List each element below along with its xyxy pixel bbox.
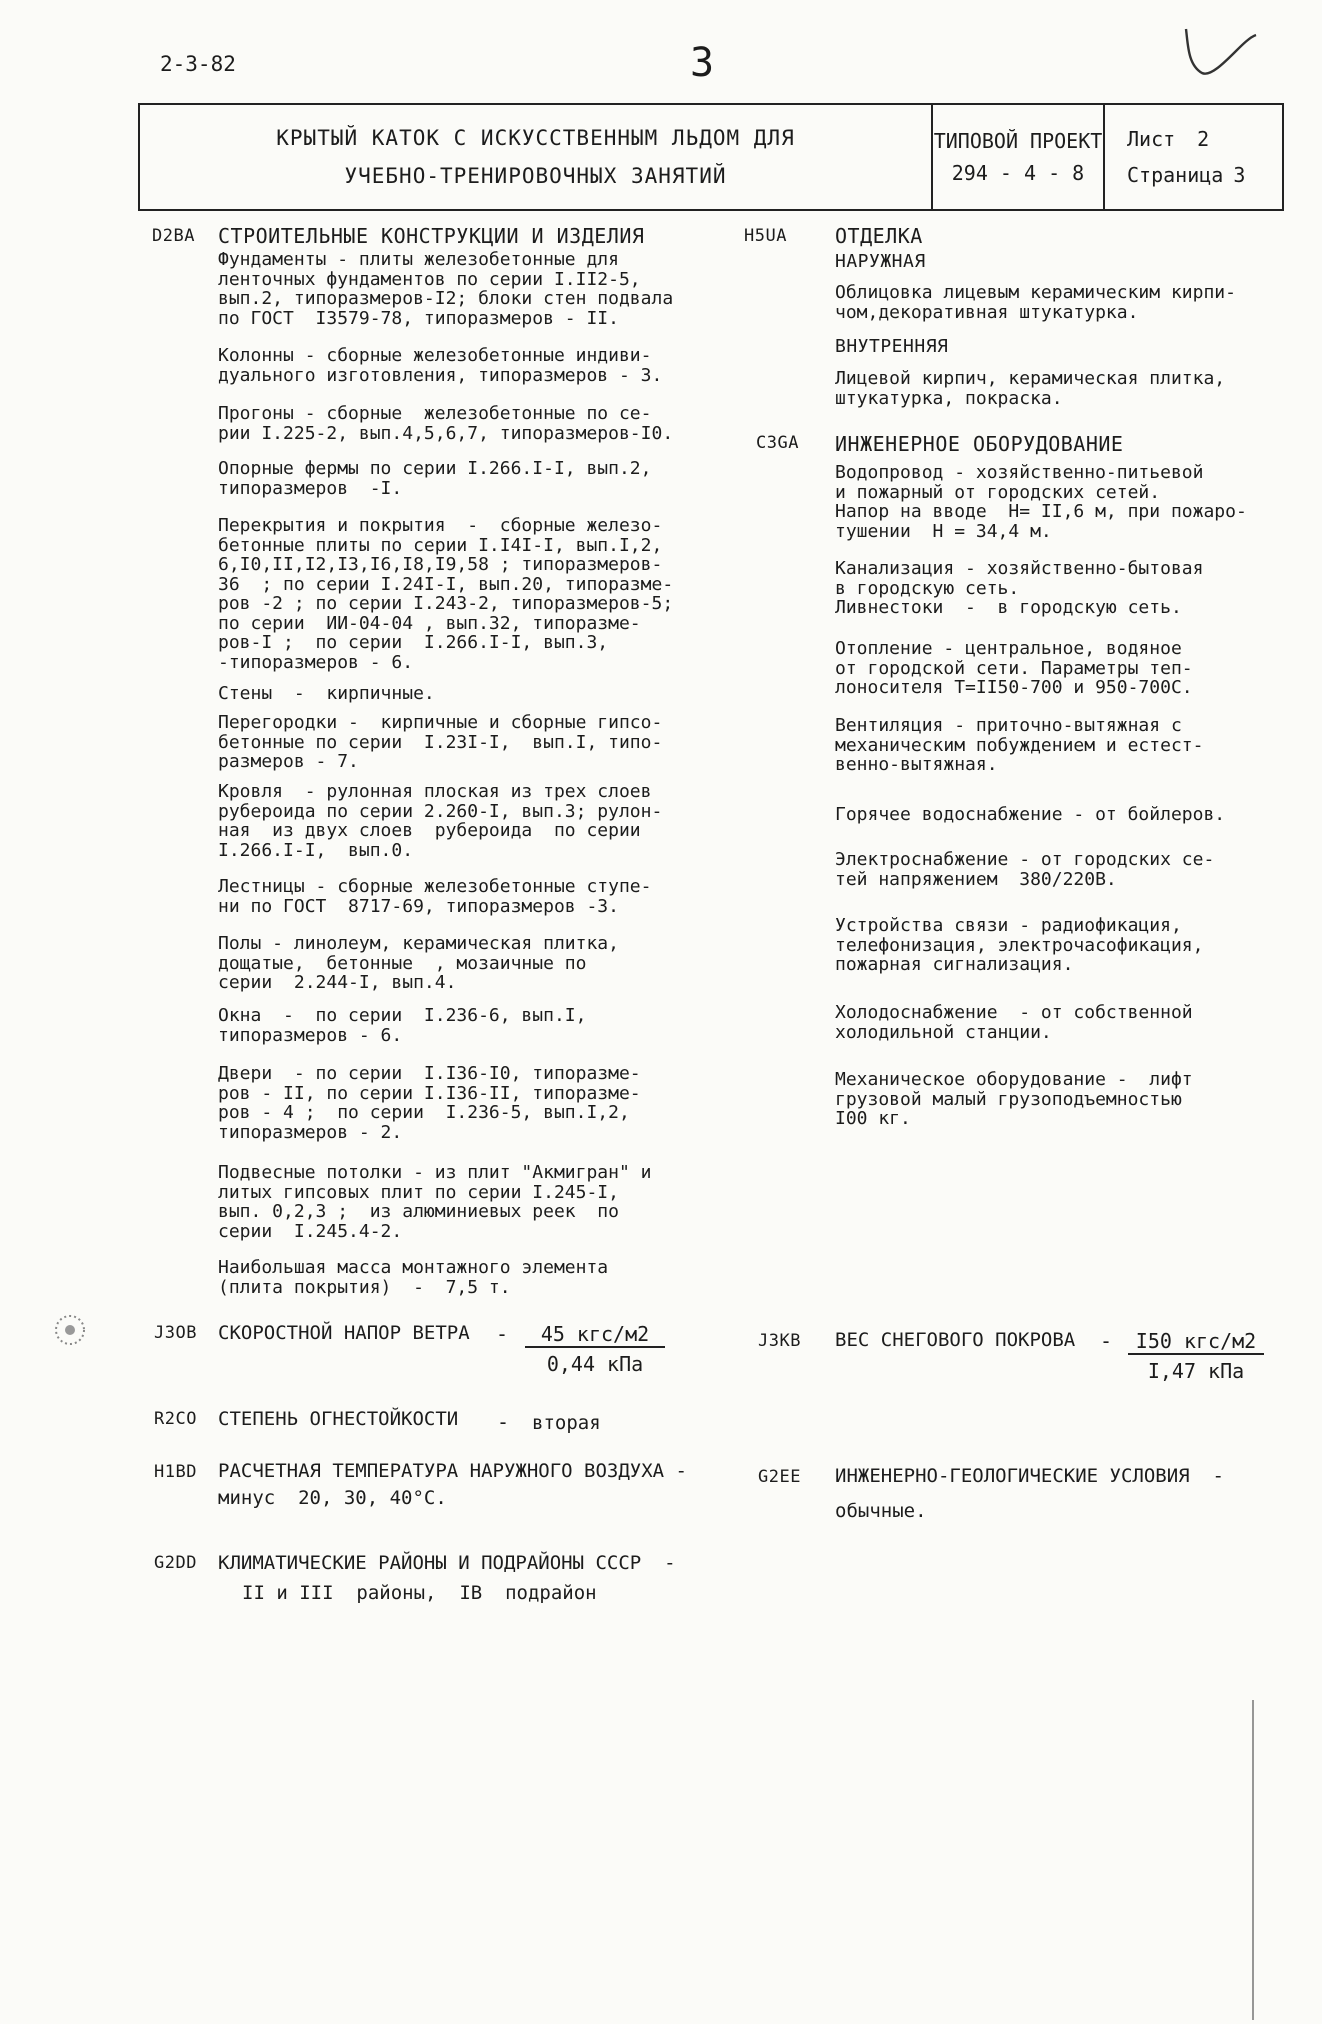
paragraph-windows: Окна - по серии I.236-6, вып.I, типоразмеров - 6. bbox=[218, 1005, 587, 1046]
paragraph-foundations: Фундаменты - плиты железобетонные для ленточных фундаментов по серии I.II2-5, вып.2, типоразмеров-I2; блоки стен подвала по ГОСТ I3579-78, типоразмеров - II. bbox=[218, 249, 674, 329]
scan-edge-line bbox=[1252, 1700, 1254, 2020]
paragraph-ventilation: Вентиляция - приточно-вытяжная с механическим побуждением и естест- венно-вытяжная. bbox=[835, 715, 1204, 775]
snow-dash: - bbox=[1100, 1329, 1113, 1353]
paragraph-water-supply: Водопровод - хозяйственно-питьевой и пожарный от городских сетей. Напор на вводе Н= II,6 м, при пожаро- тушении Н = 34,4 м. bbox=[835, 462, 1247, 542]
wind-value bbox=[525, 1322, 665, 1376]
geology-code: G2EE bbox=[758, 1467, 801, 1487]
climate-value: II и III районы, IВ подрайон bbox=[242, 1582, 597, 1604]
snow-value-kpa: I,47 кПа bbox=[1147, 1359, 1245, 1383]
sheet-value: 2 bbox=[1197, 127, 1210, 151]
geology-value: обычные. bbox=[835, 1500, 927, 1522]
paragraph-mechanical: Механическое оборудование - лифт грузовой малый грузоподъемностью I00 кг. bbox=[835, 1069, 1193, 1129]
project-label: ТИПОВОЙ ПРОЕКТ bbox=[933, 129, 1103, 153]
handwritten-checkmark-icon bbox=[1180, 25, 1260, 85]
page-value: 3 bbox=[1233, 163, 1246, 187]
paragraph-stairs: Лестницы - сборные железобетонные ступе- ни по ГОСТ 8717-69, типоразмеров -3. bbox=[218, 876, 652, 917]
snow-label: ВЕС СНЕГОВОГО ПОКРОВА bbox=[835, 1329, 1076, 1351]
project-number: 294 - 4 - 8 bbox=[951, 161, 1085, 185]
scan-speck-icon bbox=[40, 1300, 100, 1360]
fire-value: вторая bbox=[532, 1412, 601, 1434]
title-line-2: УЧЕБНО-ТРЕНИРОВОЧНЫХ ЗАНЯТИЙ bbox=[344, 164, 727, 188]
wind-value-kgf: 45 кгс/м2 bbox=[525, 1322, 665, 1348]
fire-code: R2CO bbox=[154, 1409, 197, 1429]
paragraph-cooling: Холодоснабжение - от собственной холодильной станции. bbox=[835, 1002, 1193, 1043]
temperature-label: РАСЧЕТНАЯ ТЕМПЕРАТУРА НАРУЖНОГО ВОЗДУХА - bbox=[218, 1460, 687, 1482]
title-block bbox=[138, 103, 1284, 211]
climate-label: КЛИМАТИЧЕСКИЕ РАЙОНЫ И ПОДРАЙОНЫ СССР - bbox=[218, 1552, 676, 1574]
exterior-label: НАРУЖНАЯ bbox=[835, 251, 926, 272]
finishing-heading: ОТДЕЛКА bbox=[835, 224, 923, 248]
paragraph-walls: Стены - кирпичные. bbox=[218, 683, 435, 704]
equipment-heading: ИНЖЕНЕРНОЕ ОБОРУДОВАНИЕ bbox=[835, 432, 1124, 456]
temperature-value: минус 20, 30, 40°С. bbox=[218, 1487, 447, 1509]
paragraph-ceilings: Подвесные потолки - из плит "Акмигран" и литых гипсовых плит по серии I.245-I, вып. 0,2,3 ; из алюминиевых реек по серии I.245.4-2. bbox=[218, 1162, 652, 1242]
title-cell bbox=[140, 105, 933, 209]
temperature-code: H1BD bbox=[154, 1462, 197, 1482]
paragraph-columns: Колонны - сборные железобетонные индиви- дуального изготовления, типоразмеров - 3. bbox=[218, 345, 663, 386]
paragraph-hot-water: Горячее водоснабжение - от бойлеров. bbox=[835, 804, 1226, 825]
page-label: Страница bbox=[1127, 163, 1224, 187]
wind-code: J3OB bbox=[154, 1323, 197, 1343]
snow-value bbox=[1128, 1329, 1264, 1383]
geology-label: ИНЖЕНЕРНО-ГЕОЛОГИЧЕСКИЕ УСЛОВИЯ - bbox=[835, 1465, 1224, 1487]
paragraph-sewerage: Канализация - хозяйственно-бытовая в городскую сеть. Ливнестоки - в городскую сеть. bbox=[835, 558, 1204, 618]
paragraph-doors: Двери - по серии I.I36-I0, типоразме- ров - II, по серии I.I36-II, типоразме- ров - 4 ; по серии I.236-5, вып.I,2, типоразмеров - 2. bbox=[218, 1063, 641, 1143]
snow-value-kgf: I50 кгс/м2 bbox=[1128, 1329, 1264, 1355]
snow-code: J3KB bbox=[758, 1331, 801, 1351]
title-line-1: КРЫТЫЙ КАТОК С ИСКУССТВЕННЫМ ЛЬДОМ ДЛЯ bbox=[276, 126, 795, 150]
climate-code: G2DD bbox=[154, 1553, 197, 1573]
paragraph-roof: Кровля - рулонная плоская из трех слоев рубероида по серии 2.260-I, вып.3; рулон- ная из двух слоев рубероида по серии I.266.I-I, вып.0. bbox=[218, 781, 663, 861]
paragraph-max-mass: Наибольшая масса монтажного элемента (плита покрытия) - 7,5 т. bbox=[218, 1257, 609, 1298]
project-cell bbox=[933, 105, 1105, 209]
paragraph-trusses: Опорные фермы по серии I.266.I-I, вып.2, типоразмеров -I. bbox=[218, 458, 652, 499]
wind-value-kpa: 0,44 кПа bbox=[546, 1352, 644, 1376]
exterior-text: Облицовка лицевым керамическим кирпи- чом,декоративная штукатурка. bbox=[835, 282, 1236, 323]
sheet-cell bbox=[1105, 105, 1282, 209]
wind-dash: - bbox=[496, 1322, 509, 1346]
document-number: 2-3-82 bbox=[160, 52, 236, 76]
wind-label: СКОРОСТНОЙ НАПОР ВЕТРА bbox=[218, 1322, 470, 1344]
equipment-code: C3GA bbox=[756, 433, 799, 453]
section-heading: СТРОИТЕЛЬНЫЕ КОНСТРУКЦИИ И ИЗДЕЛИЯ bbox=[218, 224, 645, 248]
sheet-label: Лист bbox=[1127, 127, 1176, 151]
paragraph-slabs: Перекрытия и покрытия - сборные железо- бетонные плиты по серии I.I4I-I, вып.I,2, 6,I0,II,I2,I3,I6,I8,I9,58 ; типоразмеров- 36 ; по серии I.24I-I, вып.20, типоразме- ров -2 ; по серии I.243-2, типоразмеров-5; по серии ИИ-04-04 , вып.32, типоразме- ров-I ; по серии I.266.I-I, вып.3, -типоразмеров - 6. bbox=[218, 515, 674, 673]
interior-text: Лицевой кирпич, керамическая плитка, штукатурка, покраска. bbox=[835, 368, 1226, 409]
fire-dash: - bbox=[497, 1410, 510, 1434]
fire-label: СТЕПЕНЬ ОГНЕСТОЙКОСТИ bbox=[218, 1408, 459, 1430]
paragraph-partitions: Перегородки - кирпичные и сборные гипсо- бетонные по серии I.23I-I, вып.I, типо- размеров - 7. bbox=[218, 712, 663, 772]
handwritten-page-number: 3 bbox=[690, 40, 715, 86]
paragraph-purlins: Прогоны - сборные железобетонные по се- рии I.225-2, вып.4,5,6,7, типоразмеров-I0. bbox=[218, 403, 674, 444]
paragraph-communications: Устройства связи - радиофикация, телефонизация, электрочасофикация, пожарная сигнализация. bbox=[835, 915, 1204, 975]
paragraph-floors: Полы - линолеум, керамическая плитка, дощатые, бетонные , мозаичные по серии 2.244-I, вып.4. bbox=[218, 933, 619, 993]
section-code: D2BA bbox=[152, 226, 195, 246]
interior-label: ВНУТРЕННЯЯ bbox=[835, 336, 949, 357]
paragraph-power-supply: Электроснабжение - от городских се- тей напряжением 380/220В. bbox=[835, 849, 1215, 890]
finishing-code: H5UA bbox=[744, 226, 787, 246]
paragraph-heating: Отопление - центральное, водяное от городской сети. Параметры теп- лоносителя Т=II50-700 и 950-700С. bbox=[835, 638, 1193, 698]
